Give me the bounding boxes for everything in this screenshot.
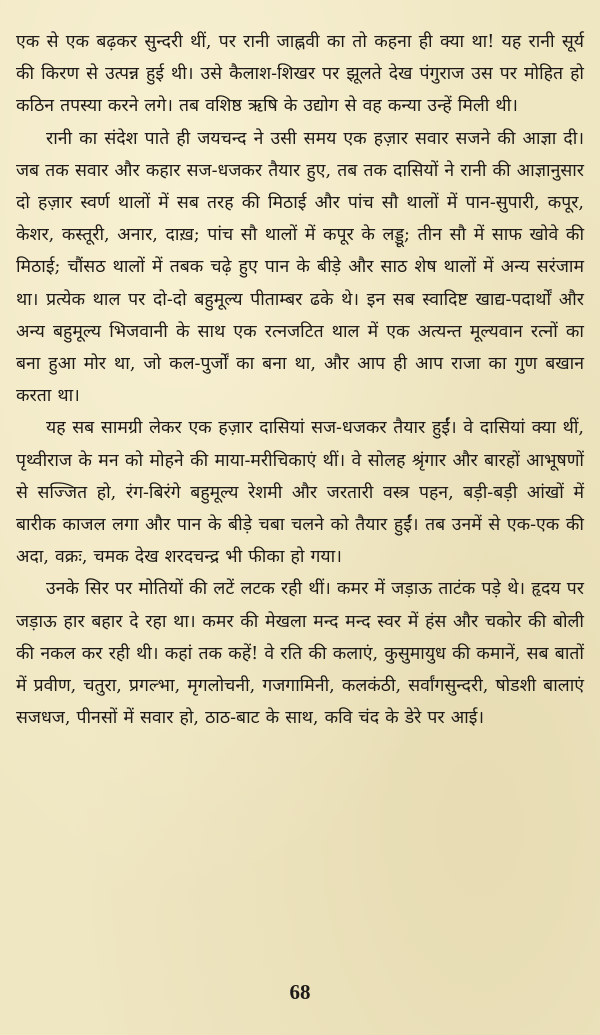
paragraph-2: रानी का संदेश पाते ही जयचन्द ने उसी समय एक हज़ार सवार सजने की आज्ञा दी। जब तक सवार और कहार सज-धजकर तैयार हुए, तब तक दासियों ने रानी की आज्ञानुसार दो हज़ार स्वर्ण थालों में सब तरह की मिठाई और पांच सौ थालों में पान-सुपारी, कपूर, केशर, कस्तूरी, अनार, दाख़; पांच सौ थालों में कपूर के लड्डू; तीन सौ में साफ खोवे की मिठाई; चौंसठ थालों में तबक चढ़े हुए पान के बीड़े और साठ शेष थालों में अन्य सरंजाम था। प्रत्येक थाल पर दो-दो बहुमूल्य पीताम्बर ढके थे। इन सब स्वादिष्ट खाद्य-पदार्थों और अन्य बहुमूल्य भिजवानी के साथ एक रत्नजटित थाल में एक अत्यन्त मूल्यवान रत्नों का बना हुआ मोर था, जो कल-पुर्जों का बना था, और आप ही आप राजा का गुण बखान करता था।: [16, 128, 584, 407]
paragraph-1: एक से एक बढ़कर सुन्दरी थीं, पर रानी जाह्नवी का तो कहना ही क्या था! यह रानी सूर्य की किरण से उत्पन्न हुई थी। उसे कैलाश-शिखर पर झूलते देख पंगुराज उस पर मोहित हो कठिन तपस्या करने लगे। तब वशिष्ठ ऋषि के उद्योग से वह कन्या उन्हें मिली थी।: [16, 32, 584, 117]
paragraph-3: यह सब सामग्री लेकर एक हज़ार दासियां सज-धजकर तैयार हुईं। वे दासियां क्या थीं, पृथ्वीराज के मन को मोहने की माया-मरीचिकाएं थीं। वे सोलह श्रृंगार और बारहों आभूषणों से सज्जित हो, रंग-बिरंगे बहुमूल्य रेशमी और जरतारी वस्त्र पहन, बड़ी-बड़ी आंखों में बारीक काजल लगा और पान के बीड़े चबा चलने को तैयार हुईं। तब उनमें से एक-एक की अदा, वक्रः, चमक देख शरदचन्द्र भी फीका हो गया।: [16, 418, 584, 568]
paragraph-4: उनके सिर पर मोतियों की लटें लटक रही थीं। कमर में जड़ाऊ ताटंक पड़े थे। हृदय पर जड़ाऊ हार बहार दे रहा था। कमर की मेखला मन्द मन्द स्वर में हंस और चकोर की बोली की नकल कर रही थी। कहां तक कहें! वे रति की कलाएं, कुसुमायुध की कमानें, सब बातों में प्रवीण, चतुरा, प्रगल्भा, मृगलोचनी, गजगामिनी, कलकंठी, सर्वांगसुन्दरी, षोडशी बालाएं सजधज, पीनसों में सवार हो, ठाठ-बाट के साथ, कवि चंद के डेरे पर आई।: [16, 579, 584, 729]
page-number: 68: [289, 980, 311, 1004]
